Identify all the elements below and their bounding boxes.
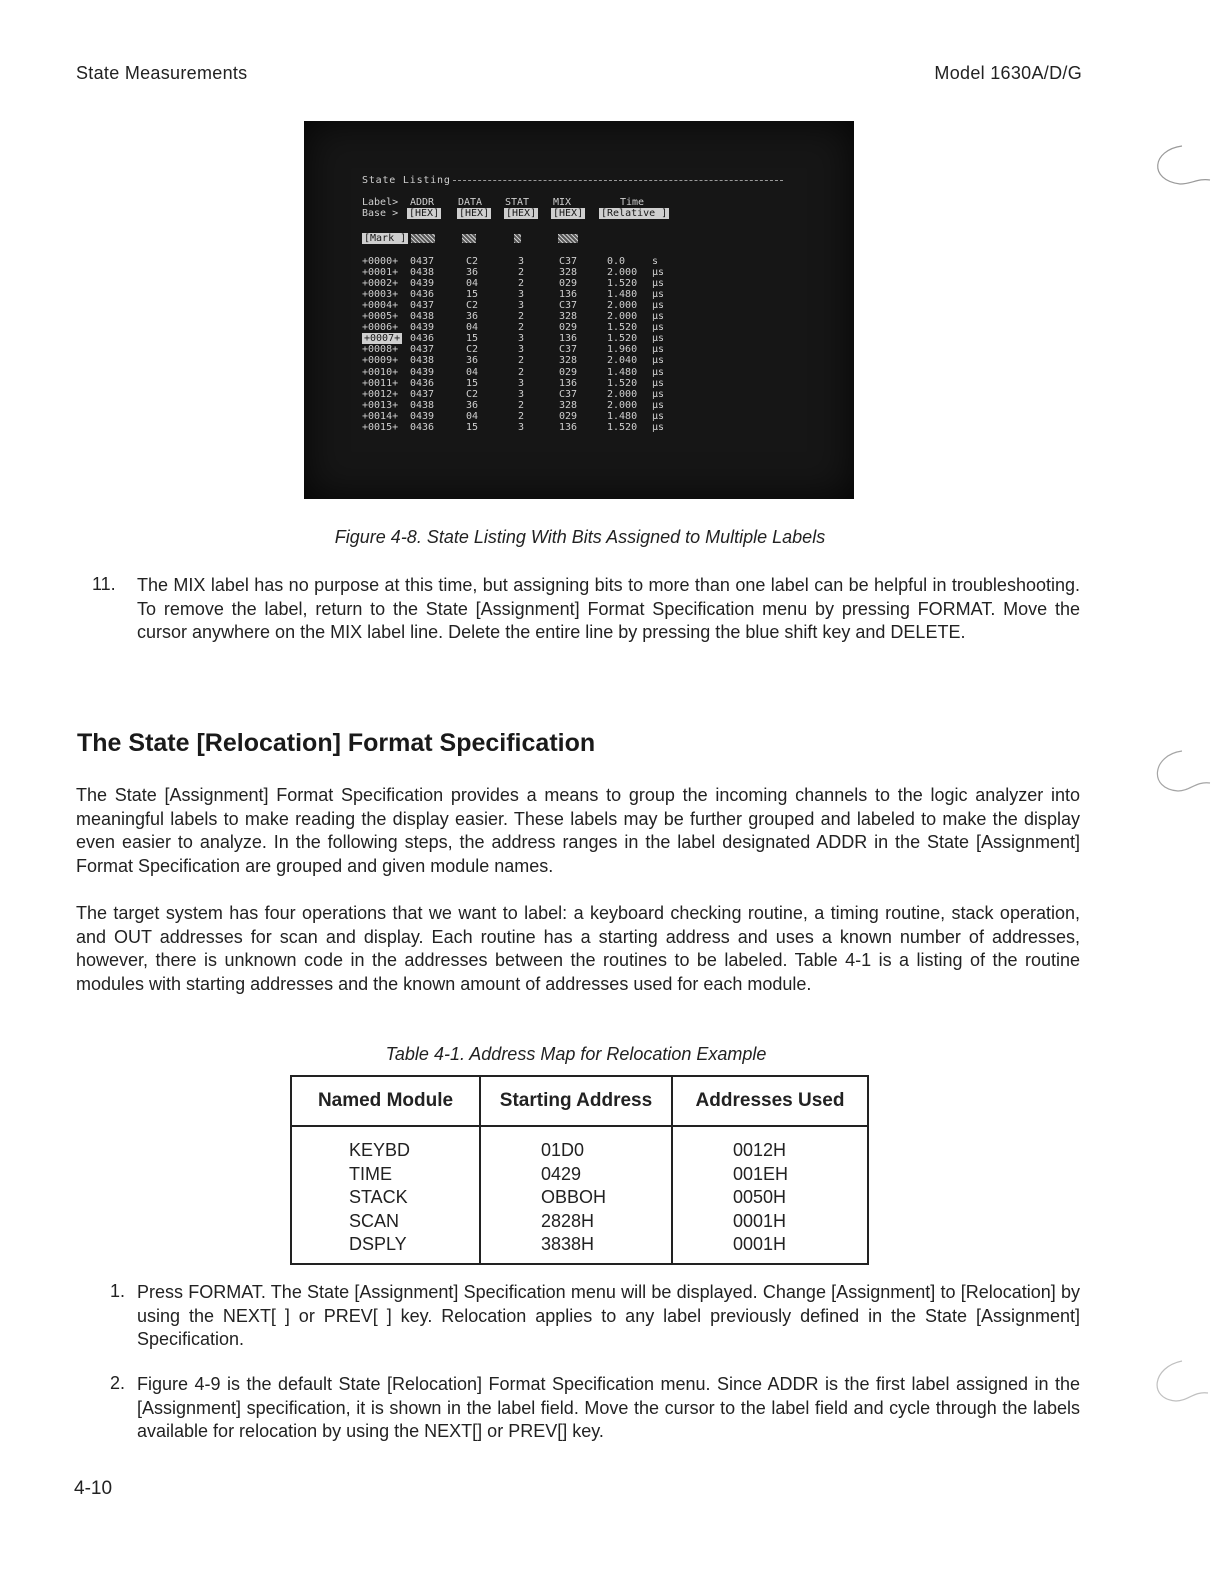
listing-cell: 136 [559, 333, 578, 345]
listing-cell: 0437 [410, 256, 435, 267]
listing-cell: C37 [559, 388, 578, 400]
listing-cell: 0439 [410, 322, 435, 334]
listing-cell: 04 [466, 278, 479, 290]
listing-cell: µs [652, 399, 665, 411]
listing-cell: 2 [518, 399, 525, 411]
listing-cell: +0015+ [362, 421, 399, 433]
listing-cell: 0437 [410, 388, 435, 400]
listing-cell: 328 [559, 311, 578, 323]
listing-cell: 36 [466, 399, 479, 411]
listing-cell: +0001+ [362, 267, 399, 279]
listing-cell: 15 [466, 421, 479, 433]
listing-cell: 1.520 [607, 278, 638, 290]
table-header-row [291, 1076, 868, 1126]
listing-cell: 328 [559, 267, 578, 279]
listing-cell: 136 [559, 377, 578, 389]
listing-cell: 0439 [410, 278, 435, 290]
listing-cell: 1.480 [607, 289, 638, 301]
listing-cell: 15 [466, 289, 479, 301]
listing-cell: 3 [518, 377, 525, 389]
table-body-row [291, 1126, 868, 1264]
listing-cell: 2 [518, 311, 525, 323]
listing-cell: µs [652, 322, 665, 334]
table-cell: OBBOH [541, 1187, 607, 1207]
listing-cell: 2.000 [607, 267, 638, 279]
listing-cell: µs [652, 388, 665, 400]
listing-cell: 04 [466, 366, 479, 378]
listing-cell: +0012+ [362, 388, 399, 400]
listing-cell: 029 [559, 410, 578, 422]
listing-cell: 04 [466, 410, 479, 422]
step-11-text: The MIX label has no purpose at this time, but assigning bits to more than one label can be helpful in troubleshooting. To remove the label, return to the State [Assignment] Format Specification menu by pressing FORMAT. Move the cursor anywhere on the MIX label line. Delete the entire line by pressing the blue shift key and DELETE. [137, 575, 1080, 642]
listing-cell: 3 [518, 421, 525, 433]
listing-cell: 3 [518, 289, 525, 301]
listing-cell: 029 [559, 366, 578, 378]
table-cell: SCAN [349, 1210, 400, 1231]
mark-row: [Mark ] [362, 233, 592, 245]
listing-cell: 3 [518, 300, 525, 312]
listing-cell: C37 [559, 344, 578, 356]
table-cell: 3838H [541, 1234, 595, 1254]
table-cell: 001EH [733, 1163, 789, 1184]
listing-cell: 328 [559, 399, 578, 411]
listing-cell: 3 [518, 344, 525, 356]
listing-cell: µs [652, 300, 665, 312]
table-caption: Table 4-1. Address Map for Relocation Example [385, 1044, 767, 1064]
listing-cell: 1.960 [607, 344, 638, 356]
screen-title: State Listing [362, 175, 783, 186]
module-name-column [291, 1126, 480, 1264]
header-named-module: Named Module [291, 1076, 480, 1126]
listing-cell: +0005+ [362, 311, 399, 323]
table-cell: TIME [349, 1163, 392, 1184]
listing-cell: +0004+ [362, 300, 399, 312]
listing-cell: 0438 [410, 355, 435, 367]
listing-cell: 0436 [410, 421, 435, 433]
listing-cell: 3 [518, 333, 525, 345]
listing-cell: 1.520 [607, 333, 638, 345]
listing-cell: 328 [559, 355, 578, 367]
listing-cell: 2 [518, 322, 525, 334]
listing-cell: 0437 [410, 344, 435, 356]
state-listing-screen: State Listing Label> ADDR DATA STAT MIX Time Base > [HEX] [HEX] [HEX] [HEX] [Relative ] [Mark ] +0000+ 0437 C2 3 C37 0.0 s +0001+ 0438 36 2 328 2.000 µs +0002+ 0439 04 2 029 1.520 µs +0003+ 0436 15 3 136 1.480 µs +0004+ 0437 C2 3 C37 2.000 µs +0005+ 0438 36 2 328 2.000 µs +0006+ 0439 04 2 029 1.520 µs +0007+ 0436 15 3 136 1.520 µs +0008+ 0437 C2 3 C37 1.960 µs +0009+ 0438 36 2 328 2.040 µs +0010+ 0439 04 2 029 1.480 µs +0011+ 0436 15 3 136 1.520 µs +0012+ 0437 C2 3 C37 2.000 µs +0013+ 0438 36 2 328 2.000 µs +0014+ 0439 04 2 029 1.480 µs +0015+ 0436 15 3 136 1.520 µs [304, 121, 854, 499]
table-cell: DSPLY [349, 1234, 407, 1254]
listing-cell: µs [652, 410, 665, 422]
listing-cell: 0436 [410, 333, 435, 345]
listing-cell: +0014+ [362, 410, 399, 422]
listing-cell: 2 [518, 355, 525, 367]
listing-cell: C2 [466, 344, 479, 356]
table-cell: 0001H [733, 1210, 787, 1231]
listing-cell: 1.480 [607, 366, 638, 378]
listing-cell: s [652, 256, 659, 267]
listing-cell: +0000+ [362, 256, 399, 267]
listing-cell: 04 [466, 322, 479, 334]
listing-cell: 136 [559, 421, 578, 433]
binder-mark-icon [1142, 1355, 1212, 1415]
listing-cell: +0010+ [362, 366, 399, 378]
listing-cell: 0438 [410, 311, 435, 323]
listing-cell: 1.520 [607, 377, 638, 389]
listing-cell: 3 [518, 256, 525, 267]
listing-cell: 3 [518, 388, 525, 400]
header-addresses-used: Addresses Used [672, 1076, 868, 1126]
listing-cell: 0439 [410, 410, 435, 422]
step-1-number: 1. [110, 1281, 126, 1301]
figure-caption: Figure 4-8. State Listing With Bits Assigned to Multiple Labels [334, 527, 826, 547]
listing-cell: 2 [518, 366, 525, 378]
starting-address-column [480, 1126, 672, 1264]
listing-cell: +0008+ [362, 344, 399, 356]
listing-cell: µs [652, 267, 665, 279]
binder-mark-icon [1142, 745, 1212, 805]
listing-cell: +0006+ [362, 322, 399, 334]
header-starting-address: Starting Address [480, 1076, 672, 1126]
listing-cell: 2.000 [607, 399, 638, 411]
table-cell: 0050H [733, 1187, 787, 1207]
step-11-number: 11. [92, 574, 116, 594]
listing-cell: 2 [518, 278, 525, 290]
listing-cell: µs [652, 377, 665, 389]
listing-cell: 15 [466, 377, 479, 389]
running-header-left: State Measurements [76, 63, 248, 83]
listing-cell: +0011+ [362, 377, 399, 389]
addresses-used-column [672, 1126, 868, 1264]
listing-cell: +0003+ [362, 289, 399, 301]
table-cell: 0012H [733, 1140, 787, 1160]
listing-cell: 1.520 [607, 421, 638, 433]
listing-cell: +0007+ [364, 333, 401, 345]
listing-cell: µs [652, 311, 665, 323]
listing-cell: 2.040 [607, 355, 638, 367]
listing-cell: µs [652, 366, 665, 378]
table-cell: 0429 [541, 1163, 582, 1184]
listing-cell: 0.0 [607, 256, 626, 267]
listing-cell: 0438 [410, 267, 435, 279]
listing-cell: 0438 [410, 399, 435, 411]
running-header-right: Model 1630A/D/G [934, 63, 1082, 83]
listing-cell: 0436 [410, 377, 435, 389]
listing-cell: 2.000 [607, 311, 638, 323]
listing-cell: C2 [466, 256, 479, 267]
listing-cell: 136 [559, 289, 578, 301]
listing-cell: µs [652, 355, 665, 367]
listing-cell: 2 [518, 267, 525, 279]
address-map-table [290, 1075, 869, 1265]
table-cell: KEYBD [349, 1140, 411, 1160]
page-number: 4-10 [74, 1478, 113, 1499]
listing-cell: 029 [559, 278, 578, 290]
listing-cell: 1.520 [607, 322, 638, 334]
listing-cell: 0436 [410, 289, 435, 301]
listing-cell: C2 [466, 388, 479, 400]
listing-cell: µs [652, 421, 665, 433]
listing-cell: µs [652, 289, 665, 301]
listing-cell: 0437 [410, 300, 435, 312]
listing-cell: 36 [466, 355, 479, 367]
listing-cell: 2 [518, 410, 525, 422]
binder-mark-icon [1142, 140, 1212, 200]
step-2-number: 2. [110, 1373, 126, 1393]
listing-cell: µs [652, 278, 665, 290]
listing-cell: +0013+ [362, 399, 399, 411]
paragraph-relocation-intro: The State [Assignment] Format Specification provides a means to group the incoming channels to the logic analyzer into meaningful labels to make reading the display easier. These labels may be further grouped and labeled to make the display even easier to analyze. In the following steps, the address ranges in the label designated ADDR in the State [Assignment] Format Specification are grouped and given module names. [76, 785, 1080, 876]
listing-cell: µs [652, 333, 665, 345]
listing-cell: C37 [559, 256, 578, 267]
step-2-text: Figure 4-9 is the default State [Relocation] Format Specification menu. Since ADDR is the first label assigned in the [Assignment] specification, it is shown in the label field. Move the cursor to the label field and cycle through the labels available for relocation by using the NEXT[] or PREV[] key. [137, 1374, 1080, 1441]
listing-cell: 36 [466, 267, 479, 279]
paragraph-target-system: The target system has four operations that we want to label: a keyboard checking routine, a timing routine, stack operation, and OUT addresses for scan and display. Each routine has a starting address and uses a known number of addresses, however, there is unknown code in the addresses between the routines to be labeled. Table 4-1 is a listing of the routine modules with starting addresses and the known amount of addresses used for each module. [76, 903, 1080, 994]
table-cell: 2828H [541, 1210, 595, 1231]
listing-cell: 2.000 [607, 388, 638, 400]
listing-cell: µs [652, 344, 665, 356]
table-cell: 01D0 [541, 1140, 585, 1160]
listing-cell: C37 [559, 300, 578, 312]
listing-cell: 36 [466, 311, 479, 323]
listing-cell: 15 [466, 333, 479, 345]
listing-cell: 2.000 [607, 300, 638, 312]
section-heading: The State [Relocation] Format Specification [77, 729, 596, 757]
listing-cell: 0439 [410, 366, 435, 378]
table-cell: 0001H [733, 1234, 787, 1254]
table-cell: STACK [349, 1187, 408, 1207]
step-1-text: Press FORMAT. The State [Assignment] Specification menu will be displayed. Change [Assignment] to [Relocation] by using the NEXT[ ] or PREV[ ] key. Relocation applies to any label previously defined in the State [Assignment] Specification. [137, 1282, 1080, 1349]
listing-cell: +0009+ [362, 355, 399, 367]
listing-cell: C2 [466, 300, 479, 312]
listing-cell: 1.480 [607, 410, 638, 422]
listing-cell: 029 [559, 322, 578, 334]
listing-cell: +0002+ [362, 278, 399, 290]
